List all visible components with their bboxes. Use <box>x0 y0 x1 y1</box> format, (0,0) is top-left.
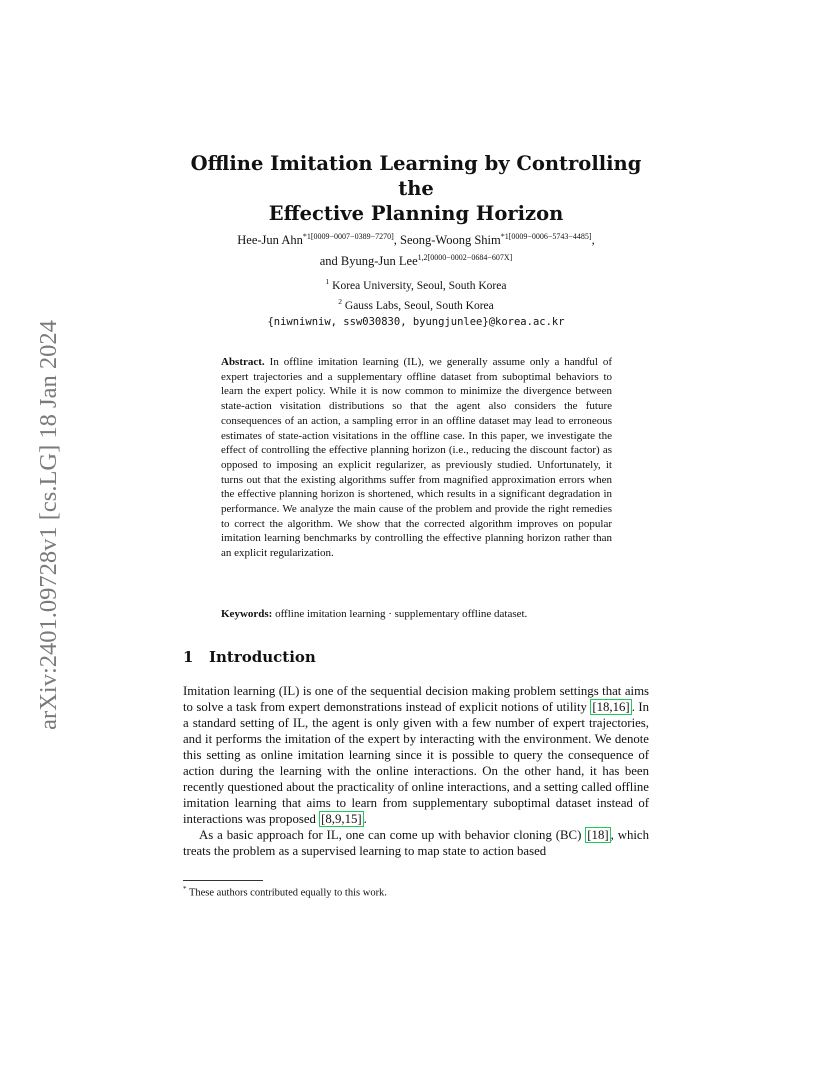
arxiv-side-label: arXiv:2401.09728v1 [cs.LG] 18 Jan 2024 <box>35 320 62 730</box>
section-heading <box>183 648 316 666</box>
author-name: Hee-Jun Ahn <box>237 233 303 248</box>
author-orcid: 1,2[0000−0002−0684−607X] <box>417 253 513 263</box>
author-name: and Byung-Jun Lee <box>319 254 418 269</box>
abstract-label: Abstract. <box>221 356 265 368</box>
title-line-1: Offline Imitation Learning by Controlling the <box>190 152 642 200</box>
affiliation-1: $^1$ Korea University, Seoul, South Korea <box>325 277 507 292</box>
abstract-text: In offline imitation learning (IL), we generally assume only a handful of expert trajectories and a supplementary offline dataset from suboptimal behaviors to learn the expert policy. While it is now common to minimize the divergence between state-action visitation distributions so that the agent also considers the future consequences of an action, a sampling error in an offline dataset may lead to erroneous estimates of state-action visitations in the offline case. In this paper, we investigate the effect of controlling the effective planning horizon (i.e., reducing the discount factor) as opposed to imposing an explicit regularizer, as previously studied. Unfortunately, it turns out that the existing algorithms suffer from magnified approximation errors when the effective planning horizon is shortened, which results in a significant degradation in performance. We analyze the main cause of the problem and provide the right remedies to correct the algorithm. We show that the corrected algorithm improves on popular imitation learning benchmarks by controlling the effective planning horizon rather than an explicit regularization. <box>221 356 613 560</box>
citation-link[interactable]: [18,16] <box>592 700 630 714</box>
author-orcid: *1[0009−0006−5743−4485] <box>500 232 592 241</box>
footnote-rule <box>183 880 263 881</box>
section-number: 1 <box>183 648 194 666</box>
title-line-2: Effective Planning Horizon <box>268 202 564 225</box>
affiliations <box>183 274 649 330</box>
keywords <box>221 607 612 622</box>
paragraph: Imitation learning (IL) is one of the sequential decision making problem settings that aims to solve a task from expert demonstrations instead of explicit notions of utility [18,16] . In a standard setting of IL, the agent is only given with a few number of expert trajectories, and it performs the imitation of the expert by interacting with the environment. We denote this setting as online imitation learning since it is possible to query the consequence of action during the learning with the online interactions. On the other hand, it has been recently questioned about the practicality of online interactions, and a setting called offline imitation learning that aims to learn from supplementary suboptimal dataset instead of interactions was proposed [8,9,15] . <box>183 684 649 826</box>
author-line-1: Hee-Jun Ahn$^{*1[0009-0007-0389-7270]}$, Seong-Woong Shim$^{*1[0009-0006-5743-4485]}$, <box>237 232 595 248</box>
introduction-body <box>183 683 649 859</box>
section-title: Introduction <box>209 648 316 666</box>
citation-link[interactable]: [18] <box>587 828 609 842</box>
footnote-text: These authors contributed equally to this work. <box>188 887 387 899</box>
affiliation-2: $^2$ Gauss Labs, Seoul, South Korea <box>338 297 494 313</box>
paper-title <box>183 151 649 226</box>
abstract <box>221 355 612 561</box>
paragraph: As a basic approach for IL, one can come up with behavior cloning (BC) [18] , which treats the problem as a supervised learning to map state to action based <box>183 828 649 858</box>
keywords-text: offline imitation learning · supplementary offline dataset. <box>275 608 528 620</box>
author-list <box>160 228 672 270</box>
author-orcid: *1[0009−0007−0389−7270] <box>302 232 394 241</box>
footnote <box>183 885 387 899</box>
citation-link[interactable]: [8,9,15] <box>321 812 362 826</box>
author-emails: {niwniwniw, ssw030830, byungjunlee}@korea.ac.kr <box>267 315 565 328</box>
footnote-mark: * <box>183 885 187 893</box>
author-line-2 <box>160 249 672 270</box>
keywords-label: Keywords: <box>221 608 273 620</box>
author-name: Seong-Woong Shim <box>400 233 501 248</box>
